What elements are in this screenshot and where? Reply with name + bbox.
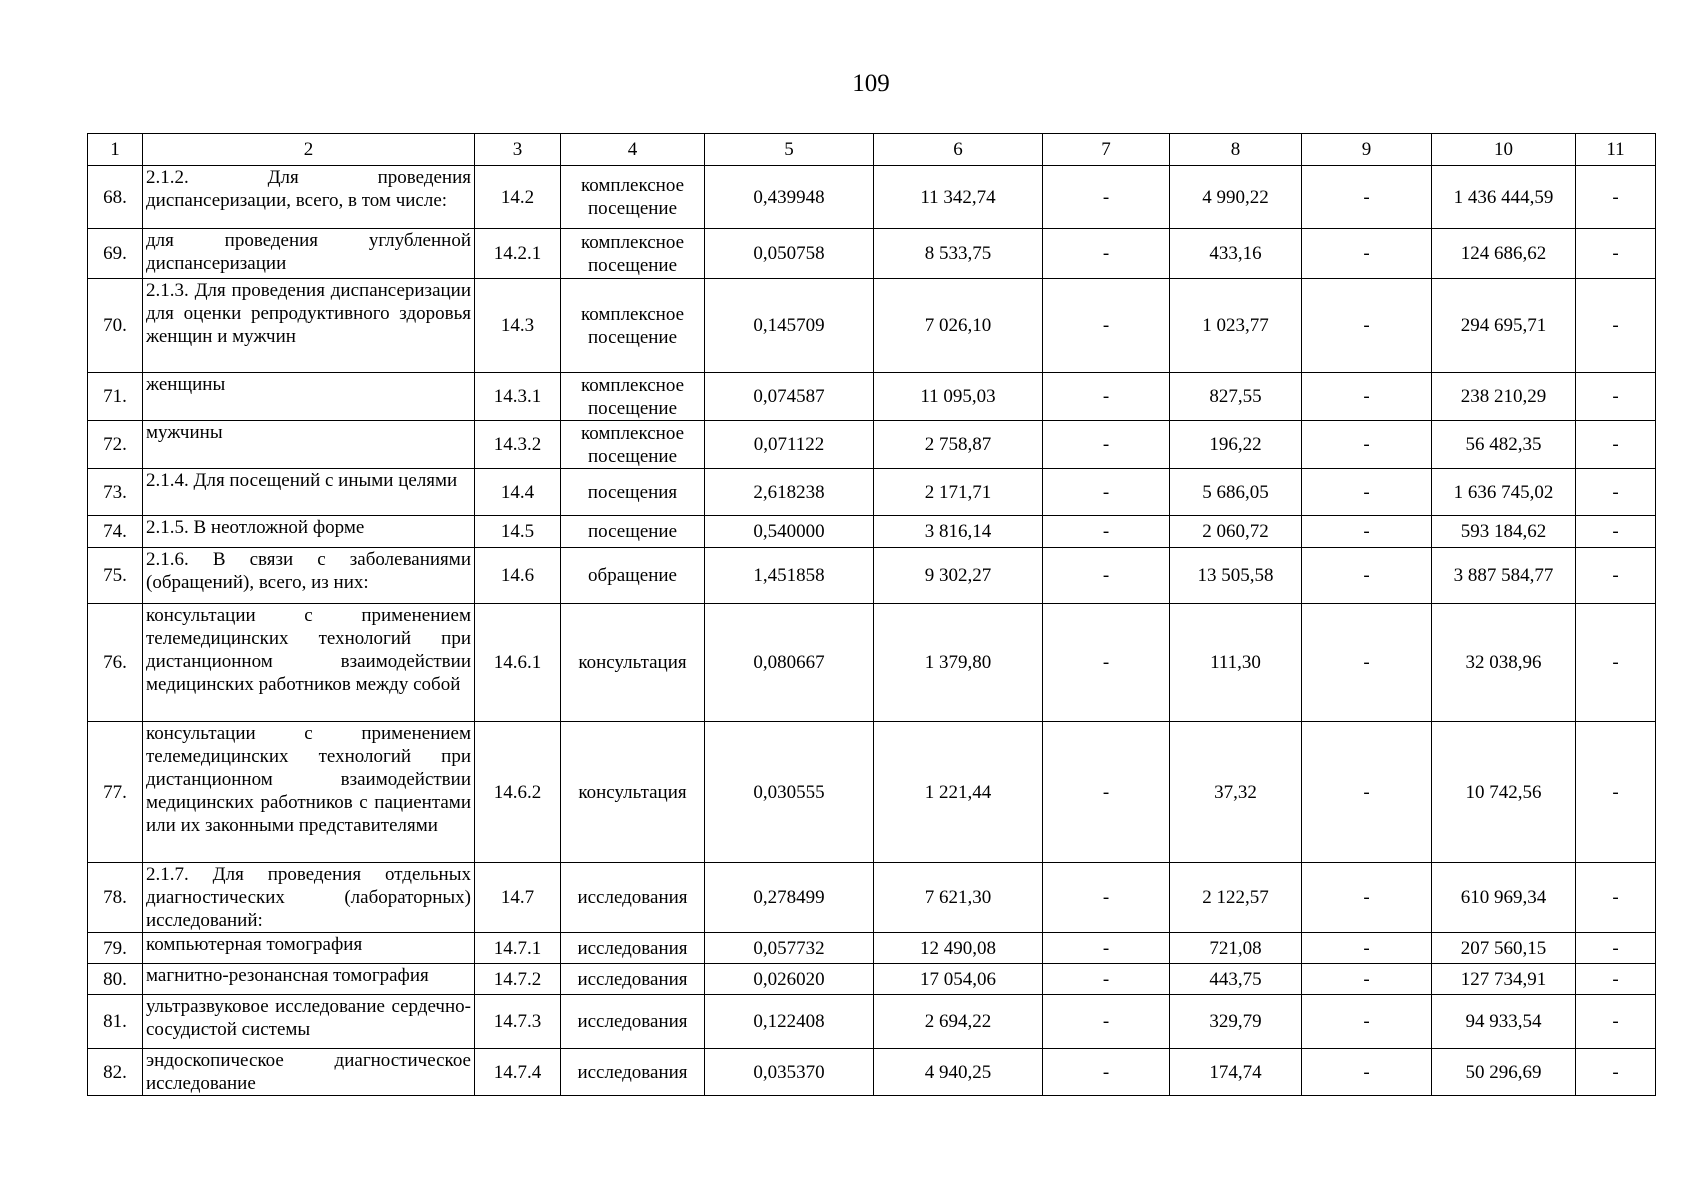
col9-cell: - — [1302, 469, 1432, 516]
table-row — [88, 279, 1656, 373]
col8-cell: 111,30 — [1170, 604, 1302, 722]
col10-cell: 94 933,54 — [1432, 995, 1576, 1049]
cost-cell: 11 342,74 — [874, 166, 1043, 229]
row-number-cell: 74. — [88, 516, 143, 548]
description-cell: мужчины — [143, 421, 475, 469]
unit-cell: исследования — [561, 964, 705, 995]
col11-cell: - — [1576, 421, 1656, 469]
header-cell: 7 — [1043, 134, 1170, 166]
norm-cell: 0,057732 — [705, 933, 874, 964]
norm-cell: 0,026020 — [705, 964, 874, 995]
col9-cell: - — [1302, 279, 1432, 373]
unit-cell: посещения — [561, 469, 705, 516]
code-cell: 14.3 — [475, 279, 561, 373]
col8-cell: 827,55 — [1170, 373, 1302, 421]
row-number-cell: 72. — [88, 421, 143, 469]
header-cell: 2 — [143, 134, 475, 166]
col11-cell: - — [1576, 516, 1656, 548]
row-number-cell: 69. — [88, 229, 143, 279]
col7-cell: - — [1043, 516, 1170, 548]
unit-cell: комплексное посещение — [561, 279, 705, 373]
col10-cell: 294 695,71 — [1432, 279, 1576, 373]
col7-cell: - — [1043, 229, 1170, 279]
description-cell: ультразвуковое исследование сердечно-сосудистой системы — [143, 995, 475, 1049]
col11-cell: - — [1576, 166, 1656, 229]
code-cell: 14.2 — [475, 166, 561, 229]
table-row — [88, 722, 1656, 863]
code-cell: 14.3.2 — [475, 421, 561, 469]
col9-cell: - — [1302, 722, 1432, 863]
code-cell: 14.6.1 — [475, 604, 561, 722]
code-cell: 14.7 — [475, 863, 561, 933]
code-cell: 14.2.1 — [475, 229, 561, 279]
cost-cell: 8 533,75 — [874, 229, 1043, 279]
table-row — [88, 373, 1656, 421]
col8-cell: 196,22 — [1170, 421, 1302, 469]
cost-cell: 17 054,06 — [874, 964, 1043, 995]
norm-cell: 2,618238 — [705, 469, 874, 516]
table-row — [88, 604, 1656, 722]
description-cell: компьютерная томография — [143, 933, 475, 964]
header-cell: 4 — [561, 134, 705, 166]
row-number-cell: 79. — [88, 933, 143, 964]
description-cell: 2.1.2. Для проведения диспансеризации, всего, в том числе: — [143, 166, 475, 229]
table-row — [88, 229, 1656, 279]
col10-cell: 593 184,62 — [1432, 516, 1576, 548]
header-cell: 3 — [475, 134, 561, 166]
cost-cell: 1 221,44 — [874, 722, 1043, 863]
norm-cell: 1,451858 — [705, 548, 874, 604]
col10-cell: 610 969,34 — [1432, 863, 1576, 933]
col10-cell: 127 734,91 — [1432, 964, 1576, 995]
col7-cell: - — [1043, 469, 1170, 516]
header-cell: 10 — [1432, 134, 1576, 166]
col7-cell: - — [1043, 995, 1170, 1049]
col11-cell: - — [1576, 964, 1656, 995]
norm-cell: 0,540000 — [705, 516, 874, 548]
col11-cell: - — [1576, 229, 1656, 279]
col8-cell: 5 686,05 — [1170, 469, 1302, 516]
col7-cell: - — [1043, 421, 1170, 469]
col8-cell: 4 990,22 — [1170, 166, 1302, 229]
col7-cell: - — [1043, 373, 1170, 421]
norm-cell: 0,145709 — [705, 279, 874, 373]
row-number-cell: 73. — [88, 469, 143, 516]
col10-cell: 124 686,62 — [1432, 229, 1576, 279]
unit-cell: комплексное посещение — [561, 373, 705, 421]
row-number-cell: 77. — [88, 722, 143, 863]
col8-cell: 329,79 — [1170, 995, 1302, 1049]
code-cell: 14.3.1 — [475, 373, 561, 421]
col8-cell: 37,32 — [1170, 722, 1302, 863]
col11-cell: - — [1576, 548, 1656, 604]
table-row — [88, 863, 1656, 933]
col9-cell: - — [1302, 516, 1432, 548]
header-cell: 9 — [1302, 134, 1432, 166]
page-number: 109 — [852, 70, 890, 97]
code-cell: 14.5 — [475, 516, 561, 548]
code-cell: 14.7.4 — [475, 1049, 561, 1096]
col9-cell: - — [1302, 604, 1432, 722]
cost-cell: 4 940,25 — [874, 1049, 1043, 1096]
row-number-cell: 70. — [88, 279, 143, 373]
col11-cell: - — [1576, 995, 1656, 1049]
col8-cell: 721,08 — [1170, 933, 1302, 964]
col11-cell: - — [1576, 373, 1656, 421]
header-cell: 8 — [1170, 134, 1302, 166]
row-number-cell: 76. — [88, 604, 143, 722]
col9-cell: - — [1302, 548, 1432, 604]
col7-cell: - — [1043, 1049, 1170, 1096]
col10-cell: 1 436 444,59 — [1432, 166, 1576, 229]
row-number-cell: 78. — [88, 863, 143, 933]
col10-cell: 238 210,29 — [1432, 373, 1576, 421]
norm-cell: 0,278499 — [705, 863, 874, 933]
col10-cell: 32 038,96 — [1432, 604, 1576, 722]
table-row — [88, 421, 1656, 469]
col10-cell: 207 560,15 — [1432, 933, 1576, 964]
description-cell: эндоскопическое диагностическое исследование — [143, 1049, 475, 1096]
description-cell: 2.1.4. Для посещений с иными целями — [143, 469, 475, 516]
col7-cell: - — [1043, 166, 1170, 229]
code-cell: 14.4 — [475, 469, 561, 516]
row-number-cell: 82. — [88, 1049, 143, 1096]
col9-cell: - — [1302, 964, 1432, 995]
row-number-cell: 81. — [88, 995, 143, 1049]
table-row — [88, 964, 1656, 995]
col9-cell: - — [1302, 1049, 1432, 1096]
unit-cell: исследования — [561, 995, 705, 1049]
row-number-cell: 80. — [88, 964, 143, 995]
col10-cell: 56 482,35 — [1432, 421, 1576, 469]
col7-cell: - — [1043, 604, 1170, 722]
table-row — [88, 516, 1656, 548]
description-cell: консультации с применением телемедицинских технологий при дистанционном взаимодействии медицинских работников с пациентами или их законными представителями — [143, 722, 475, 863]
col9-cell: - — [1302, 229, 1432, 279]
col7-cell: - — [1043, 279, 1170, 373]
unit-cell: обращение — [561, 548, 705, 604]
code-cell: 14.7.2 — [475, 964, 561, 995]
cost-cell: 2 171,71 — [874, 469, 1043, 516]
col11-cell: - — [1576, 604, 1656, 722]
col10-cell: 10 742,56 — [1432, 722, 1576, 863]
code-cell: 14.6 — [475, 548, 561, 604]
unit-cell: исследования — [561, 863, 705, 933]
description-cell: 2.1.3. Для проведения диспансеризации для оценки репродуктивного здоровья женщин и мужчин — [143, 279, 475, 373]
col8-cell: 433,16 — [1170, 229, 1302, 279]
unit-cell: консультация — [561, 604, 705, 722]
header-cell: 5 — [705, 134, 874, 166]
col11-cell: - — [1576, 469, 1656, 516]
unit-cell: комплексное посещение — [561, 421, 705, 469]
description-cell: консультации с применением телемедицинских технологий при дистанционном взаимодействии медицинских работников между собой — [143, 604, 475, 722]
norm-cell: 0,074587 — [705, 373, 874, 421]
col8-cell: 2 060,72 — [1170, 516, 1302, 548]
table-row — [88, 1049, 1656, 1096]
col9-cell: - — [1302, 166, 1432, 229]
col9-cell: - — [1302, 421, 1432, 469]
table-row — [88, 166, 1656, 229]
description-cell: для проведения углубленной диспансеризации — [143, 229, 475, 279]
description-cell: 2.1.7. Для проведения отдельных диагностических (лабораторных) исследований: — [143, 863, 475, 933]
cost-cell: 3 816,14 — [874, 516, 1043, 548]
col10-cell: 1 636 745,02 — [1432, 469, 1576, 516]
header-cell: 11 — [1576, 134, 1656, 166]
col7-cell: - — [1043, 722, 1170, 863]
row-number-cell: 75. — [88, 548, 143, 604]
description-cell: 2.1.6. В связи с заболеваниями (обращений), всего, из них: — [143, 548, 475, 604]
col8-cell: 1 023,77 — [1170, 279, 1302, 373]
col7-cell: - — [1043, 964, 1170, 995]
col9-cell: - — [1302, 995, 1432, 1049]
code-cell: 14.7.3 — [475, 995, 561, 1049]
col9-cell: - — [1302, 373, 1432, 421]
unit-cell: исследования — [561, 933, 705, 964]
header-cell: 1 — [88, 134, 143, 166]
table-body — [88, 134, 1656, 1096]
norm-cell: 0,080667 — [705, 604, 874, 722]
col7-cell: - — [1043, 863, 1170, 933]
header-cell: 6 — [874, 134, 1043, 166]
col8-cell: 2 122,57 — [1170, 863, 1302, 933]
col8-cell: 174,74 — [1170, 1049, 1302, 1096]
cost-cell: 2 694,22 — [874, 995, 1043, 1049]
unit-cell: комплексное посещение — [561, 229, 705, 279]
col11-cell: - — [1576, 1049, 1656, 1096]
norm-cell: 0,439948 — [705, 166, 874, 229]
cost-cell: 2 758,87 — [874, 421, 1043, 469]
data-table — [87, 133, 1656, 1096]
table-row — [88, 995, 1656, 1049]
code-cell: 14.7.1 — [475, 933, 561, 964]
unit-cell: посещение — [561, 516, 705, 548]
unit-cell: исследования — [561, 1049, 705, 1096]
cost-cell: 7 621,30 — [874, 863, 1043, 933]
table-header-row — [88, 134, 1656, 166]
cost-cell: 11 095,03 — [874, 373, 1043, 421]
norm-cell: 0,035370 — [705, 1049, 874, 1096]
col9-cell: - — [1302, 933, 1432, 964]
col10-cell: 3 887 584,77 — [1432, 548, 1576, 604]
col7-cell: - — [1043, 548, 1170, 604]
col11-cell: - — [1576, 279, 1656, 373]
cost-cell: 7 026,10 — [874, 279, 1043, 373]
unit-cell: комплексное посещение — [561, 166, 705, 229]
cost-cell: 1 379,80 — [874, 604, 1043, 722]
col9-cell: - — [1302, 863, 1432, 933]
col11-cell: - — [1576, 863, 1656, 933]
description-cell: женщины — [143, 373, 475, 421]
description-cell: магнитно-резонансная томография — [143, 964, 475, 995]
description-cell: 2.1.5. В неотложной форме — [143, 516, 475, 548]
col7-cell: - — [1043, 933, 1170, 964]
col8-cell: 13 505,58 — [1170, 548, 1302, 604]
norm-cell: 0,030555 — [705, 722, 874, 863]
cost-cell: 12 490,08 — [874, 933, 1043, 964]
code-cell: 14.6.2 — [475, 722, 561, 863]
table-row — [88, 469, 1656, 516]
row-number-cell: 71. — [88, 373, 143, 421]
col8-cell: 443,75 — [1170, 964, 1302, 995]
norm-cell: 0,050758 — [705, 229, 874, 279]
col10-cell: 50 296,69 — [1432, 1049, 1576, 1096]
table-row — [88, 933, 1656, 964]
norm-cell: 0,122408 — [705, 995, 874, 1049]
unit-cell: консультация — [561, 722, 705, 863]
table-row — [88, 548, 1656, 604]
row-number-cell: 68. — [88, 166, 143, 229]
norm-cell: 0,071122 — [705, 421, 874, 469]
col11-cell: - — [1576, 933, 1656, 964]
col11-cell: - — [1576, 722, 1656, 863]
cost-cell: 9 302,27 — [874, 548, 1043, 604]
